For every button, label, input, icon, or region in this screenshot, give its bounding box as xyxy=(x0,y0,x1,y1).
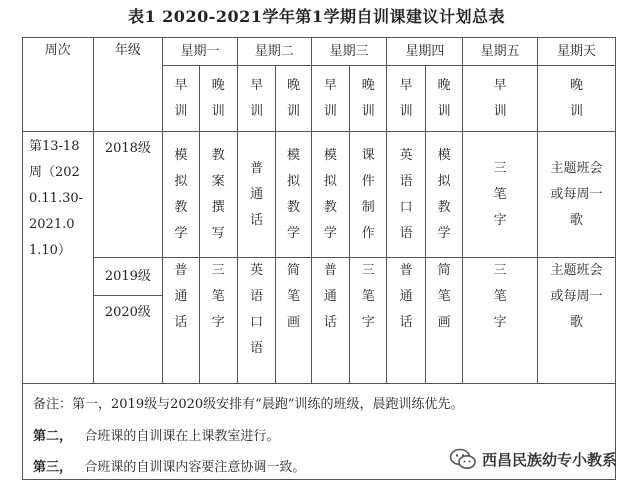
week-cell: 第13-18周（2020.11.30-2021.01.10） xyxy=(23,132,94,384)
grade-cell: 2019级 xyxy=(93,258,163,296)
sub-header: 晚训 xyxy=(538,66,616,132)
sub-header: 晚训 xyxy=(276,66,311,132)
wechat-icon xyxy=(449,448,477,470)
table-cell: 三笔字 xyxy=(199,258,237,384)
table-cell: 普通话 xyxy=(237,132,275,258)
table-cell: 模拟教学 xyxy=(163,132,199,258)
watermark xyxy=(449,448,617,470)
table-cell: 普通话 xyxy=(163,258,199,384)
note-2-text: 合班课的自训课在上课教室进行。 xyxy=(84,429,280,444)
table-cell: 模拟教学 xyxy=(311,132,349,258)
sub-header: 晚训 xyxy=(350,66,387,132)
sub-header: 晚训 xyxy=(199,66,237,132)
table-cell: 英语口语 xyxy=(387,132,425,258)
table-cell: 简笔画 xyxy=(276,258,311,384)
table-cell: 主题班会或每周一歌 xyxy=(538,258,616,384)
table-cell: 三笔字 xyxy=(463,258,538,384)
sub-header: 早训 xyxy=(237,66,275,132)
watermark-text: 西昌民族幼专小教系 xyxy=(481,450,617,469)
table-cell: 模拟教学 xyxy=(276,132,311,258)
header-day: 星期五 xyxy=(463,38,538,66)
table-cell: 三笔字 xyxy=(350,258,387,384)
header-day: 星期天 xyxy=(538,38,616,66)
grade-cell: 2020级 xyxy=(93,296,163,384)
note-3 xyxy=(33,456,305,475)
sub-header: 早训 xyxy=(463,66,538,132)
sub-header: 晚训 xyxy=(425,66,462,132)
table-cell: 主题班会或每周一歌 xyxy=(538,132,616,258)
note-2 xyxy=(33,425,279,444)
note-2-label: 第二， xyxy=(33,429,73,444)
header-day: 星期三 xyxy=(311,38,387,66)
sub-header: 早训 xyxy=(163,66,199,132)
table-title: 表1 2020-2021学年第1学期自训课建议计划总表 xyxy=(127,7,506,26)
table-cell: 普通话 xyxy=(311,258,349,384)
table-cell: 三笔字 xyxy=(463,132,538,258)
table-cell: 课件制作 xyxy=(350,132,387,258)
header-grade: 年级 xyxy=(93,38,163,132)
header-week: 周次 xyxy=(23,38,94,132)
note-3-label: 第三， xyxy=(33,460,73,475)
note-1: 备注：第一，2019级与2020级安排有“晨跑”训练的班级，晨跑训练优先。 xyxy=(33,397,464,412)
sub-header: 早训 xyxy=(311,66,349,132)
grade-cell: 2018级 xyxy=(93,132,163,258)
header-day: 星期四 xyxy=(387,38,463,66)
sub-header: 早训 xyxy=(387,66,425,132)
table-cell: 普通话 xyxy=(387,258,425,384)
header-day: 星期一 xyxy=(163,38,238,66)
header-day: 星期二 xyxy=(237,38,311,66)
schedule-table xyxy=(22,37,616,384)
table-cell: 教案撰写 xyxy=(199,132,237,258)
table-cell: 模拟教学 xyxy=(425,132,462,258)
note-3-text: 合班课的自训课内容要注意协调一致。 xyxy=(84,460,306,475)
table-cell: 简笔画 xyxy=(425,258,462,384)
table-cell: 英语口语 xyxy=(237,258,275,384)
